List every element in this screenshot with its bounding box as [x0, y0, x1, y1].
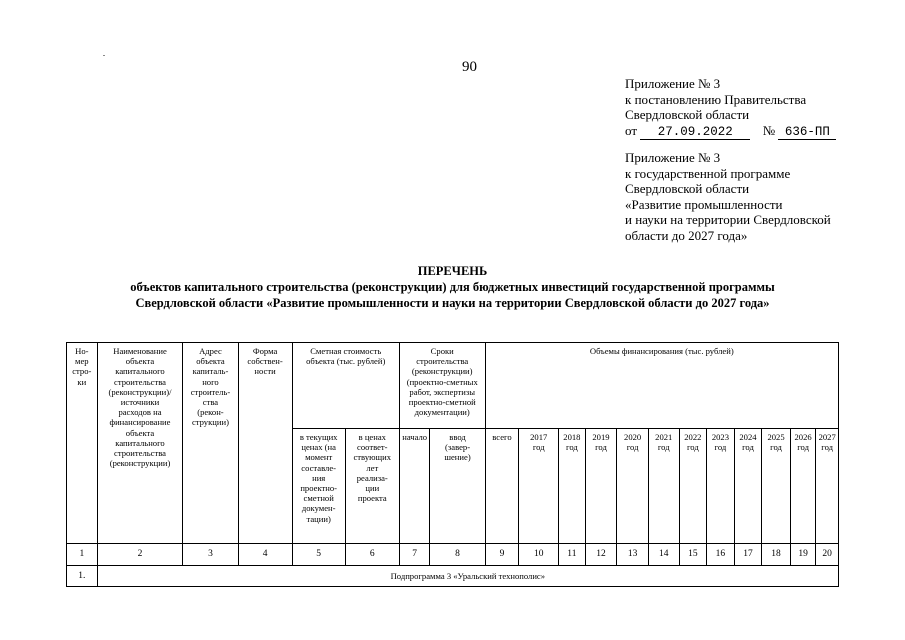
column-number: 12 — [585, 544, 617, 566]
header-year: 2017 год — [519, 429, 559, 544]
header-construction-terms: Сроки строительства (реконструкции) (проектно-сметных работ, экспертизы проектно-сметной документации) — [399, 343, 485, 429]
appendix-resolution — [625, 76, 836, 140]
column-number: 19 — [790, 544, 816, 566]
document-subtitle: объектов капитального строительства (реконструкции) для бюджетных инвестиций государственной программы — [130, 280, 775, 294]
column-number: 18 — [762, 544, 791, 566]
header-current-prices: в текущих ценах (на момент составле- ния проектно- сметной докумен- тации) — [292, 429, 345, 544]
table-row — [67, 566, 839, 587]
header-year: 2019 год — [585, 429, 617, 544]
header-estimated-cost: Сметная стоимость объекта (тыс. рублей) — [292, 343, 399, 429]
subprogram-title: Подпрограмма 3 «Уральский технополис» — [97, 566, 838, 587]
column-number: 13 — [617, 544, 649, 566]
appendix-program — [625, 150, 831, 243]
header-implementation-prices: в ценах соответ- ствующих лет реализа- ции проекта — [345, 429, 399, 544]
header-ownership: Форма собствен- ности — [238, 343, 292, 544]
column-number: 14 — [648, 544, 679, 566]
appendix-title: Приложение № 3 — [625, 76, 721, 91]
header-year: 2025 год — [762, 429, 791, 544]
column-number: 17 — [734, 544, 762, 566]
document-title: ПЕРЕЧЕНЬ — [417, 264, 488, 278]
header-object-name: Наименование объекта капитального строительства (реконструкции)/ источники расходов на финансирование объекта капитального строительства (реконструкции) — [97, 343, 183, 544]
appendix-date-line — [625, 123, 836, 140]
appendix-line: к государственной программе — [625, 165, 791, 181]
column-number: 1 — [67, 544, 98, 566]
date-prefix: от — [625, 122, 638, 138]
header-year: 2024 год — [734, 429, 762, 544]
column-number: 20 — [816, 544, 839, 566]
header-row-number: Но- мер стро- ки — [67, 343, 98, 544]
column-number: 15 — [679, 544, 707, 566]
header-year: 2026 год — [790, 429, 816, 544]
header-end: ввод (завер- шение) — [430, 429, 485, 544]
column-number: 9 — [485, 544, 519, 566]
appendix-line: и науки на территории Свердловской — [625, 212, 831, 227]
page-number: 90 — [462, 59, 477, 75]
header-financing: Объемы финансирования (тыс. рублей) — [485, 343, 838, 429]
header-year: 2023 год — [707, 429, 735, 544]
objects-table — [66, 342, 839, 587]
header-start: начало — [399, 429, 430, 544]
number-prefix: № — [762, 122, 776, 138]
header-year: 2018 год — [559, 429, 586, 544]
resolution-number: 636-ПП — [778, 126, 836, 140]
appendix-line: Свердловской области — [625, 107, 750, 122]
column-number: 11 — [559, 544, 586, 566]
column-number: 3 — [183, 544, 238, 566]
column-number: 7 — [399, 544, 430, 566]
column-number: 8 — [430, 544, 485, 566]
appendix-line: Приложение № 3 — [625, 150, 721, 165]
header-address: Адрес объекта капиталь- ного строитель- ства (рекон- струкции) — [183, 343, 238, 544]
header-year: 2021 год — [648, 429, 679, 544]
scan-mark — [103, 55, 105, 56]
document-subtitle: Свердловской области «Развитие промышленности и науки на территории Свердловской области до 2027 года» — [135, 296, 770, 310]
appendix-line: «Развитие промышленности — [625, 196, 783, 212]
column-number: 6 — [345, 544, 399, 566]
appendix-line: Свердловской области — [625, 181, 750, 196]
header-year: 2027 год — [816, 429, 839, 544]
column-number: 2 — [97, 544, 183, 566]
column-number: 10 — [519, 544, 559, 566]
header-year: 2022 год — [679, 429, 707, 544]
column-number: 16 — [707, 544, 735, 566]
appendix-line: к постановлению Правительства — [625, 91, 807, 107]
appendix-line: области до 2027 года» — [625, 227, 748, 243]
column-number: 5 — [292, 544, 345, 566]
column-number: 4 — [238, 544, 292, 566]
header-total: всего — [485, 429, 519, 544]
row-number: 1. — [67, 566, 98, 587]
header-year: 2020 год — [617, 429, 649, 544]
resolution-date: 27.09.2022 — [640, 126, 750, 140]
column-numbers-row — [67, 544, 839, 566]
